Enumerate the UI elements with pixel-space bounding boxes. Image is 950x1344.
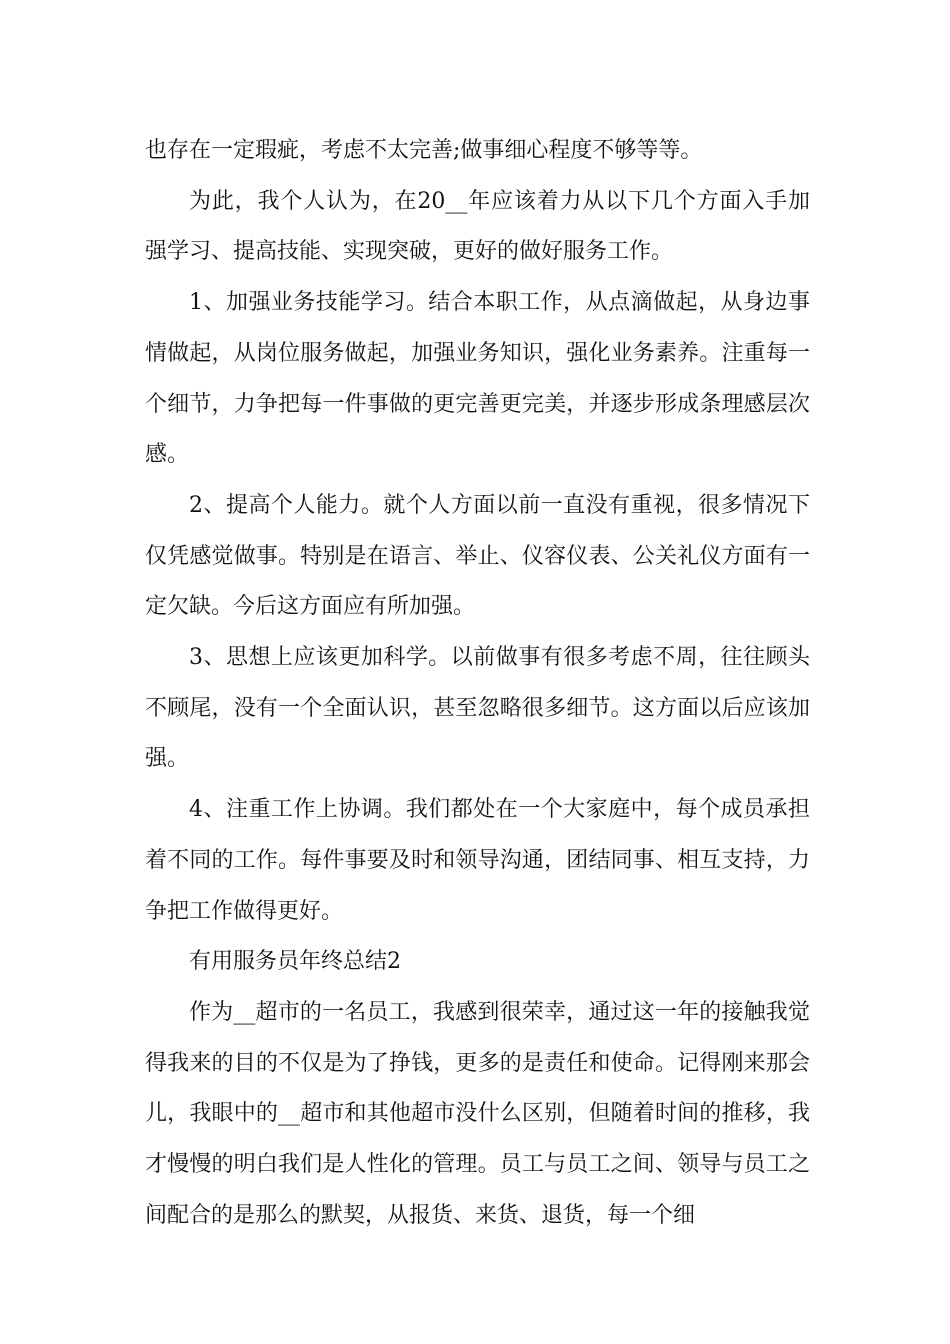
document-body (145, 126, 810, 1241)
paragraph: 1、加强业务技能学习。结合本职工作，从点滴做起，从身边事情做起，从岗位服务做起，加强业务知识，强化业务素养。注重每一个细节，力争把每一件事做的更完善更完美，并逐步形成条理感层次感。 (145, 290, 810, 468)
paragraph: 3、思想上应该更加科学。以前做事有很多考虑不周，往往顾头不顾尾，没有一个全面认识，甚至忽略很多细节。这方面以后应该加强。 (145, 645, 810, 772)
section-title: 有用服务员年终总结2 (189, 949, 401, 975)
paragraph: 4、注重工作上协调。我们都处在一个大家庭中，每个成员承担着不同的工作。每件事要及时和领导沟通，团结同事、相互支持，力争把工作做得更好。 (145, 797, 810, 924)
paragraph: 为此，我个人认为，在20__年应该着力从以下几个方面入手加强学习、提高技能、实现突破，更好的做好服务工作。 (145, 188, 810, 265)
paragraph: 2、提高个人能力。就个人方面以前一直没有重视，很多情况下仅凭感觉做事。特别是在语言、举止、仪容仪表、公关礼仪方面有一定欠缺。今后这方面应有所加强。 (145, 492, 810, 620)
paragraph: 也存在一定瑕疵，考虑不太完善;做事细心程度不够等等。 (145, 138, 703, 163)
paragraph: 作为__超市的一名员工，我感到很荣幸，通过这一年的接触我觉得我来的目的不仅是为了挣钱，更多的是责任和使命。记得刚来那会儿，我眼中的__超市和其他超市没什么区别，但随着时间的推移，我才慢慢的明白我们是人性化的管理。员工与员工之间、领导与员工之间配合的是那么的默契，从报货、来货、退货，每一个细 (145, 999, 810, 1228)
